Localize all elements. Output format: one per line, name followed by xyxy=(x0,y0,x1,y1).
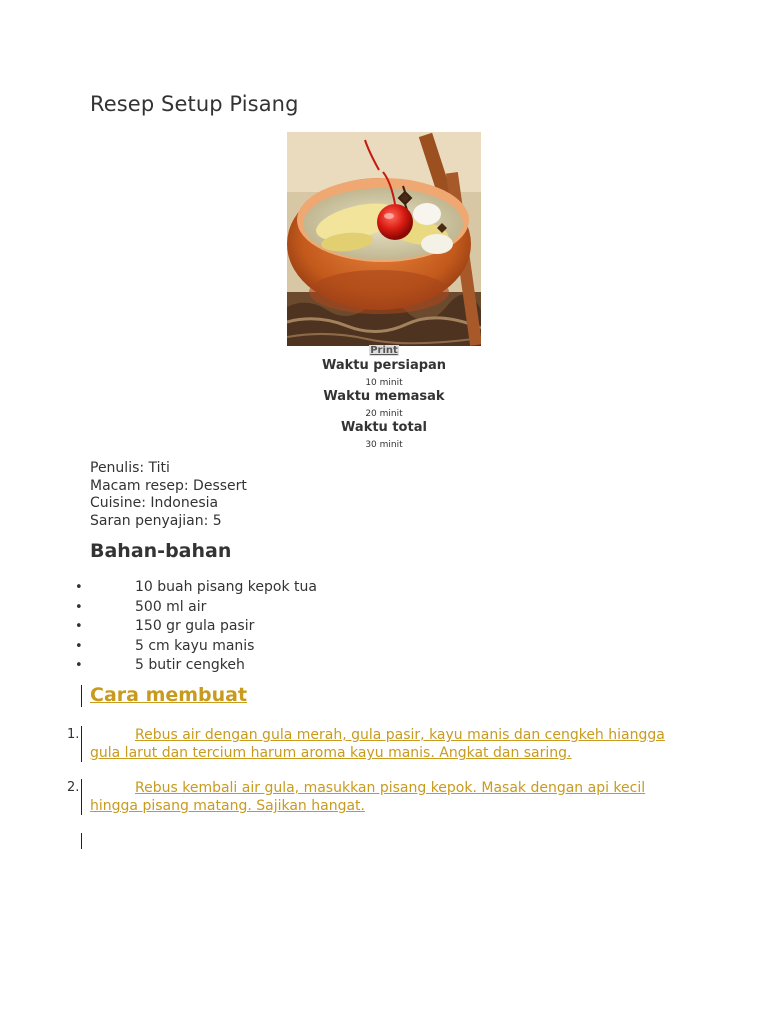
bullet-icon: • xyxy=(75,580,83,595)
bullet-icon: • xyxy=(75,638,83,654)
ingredient-text: 500 ml air xyxy=(135,598,207,615)
recipe-photo xyxy=(287,132,481,346)
bullet-icon: • xyxy=(75,599,83,615)
prep-time-value: 10 minit xyxy=(365,378,403,388)
ingredient-text: 5 butir cengkeh xyxy=(135,657,245,673)
ingredients-heading: Bahan-bahan xyxy=(90,540,232,562)
bullet-icon: • xyxy=(75,658,83,673)
print-link[interactable] xyxy=(0,345,768,356)
ingredient-text: 150 gr gula pasir xyxy=(135,618,255,634)
text-cursor-marker xyxy=(81,726,82,762)
total-time-value: 30 minit xyxy=(365,440,403,450)
text-cursor-marker xyxy=(81,833,82,849)
step-number: 1. xyxy=(67,727,80,742)
print-link-label[interactable]: Print xyxy=(370,345,398,356)
author: Penulis: Titi xyxy=(90,460,170,476)
servings: Saran penyajian: 5 xyxy=(90,513,222,530)
step-link[interactable]: Rebus kembali air gula, masukkan pisang kepok. Masak dengan api kecil hingga pisang matang. Sajikan hangat. xyxy=(90,780,646,814)
step-link[interactable]: Rebus air dengan gula merah, gula pasir, kayu manis dan cengkeh hiangga gula larut dan tercium harum aroma kayu manis. Angkat dan saring. xyxy=(90,727,665,761)
ingredient-text: 5 cm kayu manis xyxy=(135,637,255,654)
steps-heading[interactable]: Cara membuat xyxy=(90,684,248,706)
total-time-label: Waktu total xyxy=(341,420,427,435)
cook-time-value: 20 minit xyxy=(365,409,403,419)
cook-time-label: Waktu memasak xyxy=(323,389,445,404)
prep-time-label: Waktu persiapan xyxy=(321,358,447,373)
ingredient-text: 10 buah pisang kepok tua xyxy=(135,579,317,595)
recipe-type: Macam resep: Dessert xyxy=(90,477,247,494)
text-cursor-marker xyxy=(81,685,82,707)
text-cursor-marker xyxy=(81,779,82,815)
step-number: 2. xyxy=(67,780,80,795)
bullet-icon: • xyxy=(75,619,83,634)
cuisine: Cuisine: Indonesia xyxy=(90,495,219,512)
page-title: Resep Setup Pisang xyxy=(90,92,299,116)
recipe-meta xyxy=(90,460,247,531)
